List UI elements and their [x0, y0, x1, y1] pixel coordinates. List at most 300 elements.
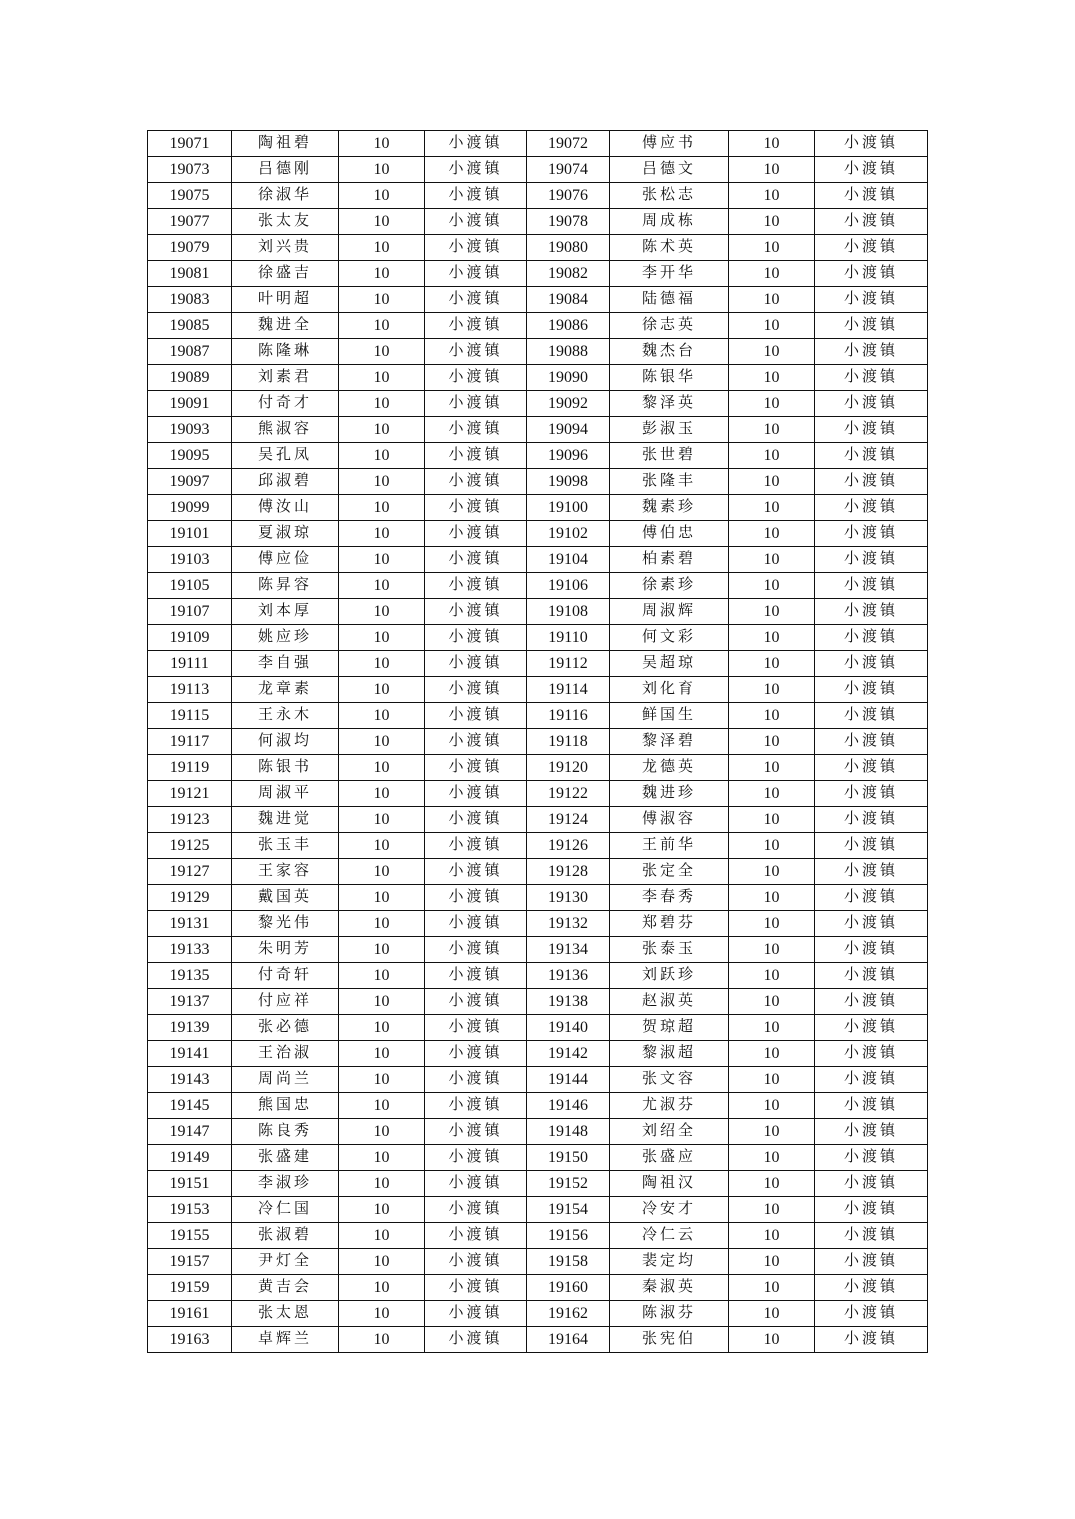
left-person-name-cell: 熊国忠 [232, 1093, 339, 1119]
right-record-id-cell: 19158 [527, 1249, 610, 1275]
table-row [148, 1119, 928, 1145]
left-person-name-cell: 陈隆琳 [232, 339, 339, 365]
right-record-id-cell: 19090 [527, 365, 610, 391]
left-town-cell: 小渡镇 [425, 1145, 527, 1171]
left-town-cell: 小渡镇 [425, 911, 527, 937]
right-person-name-cell: 傅应书 [610, 131, 729, 157]
right-record-id-cell: 19098 [527, 469, 610, 495]
right-town-cell: 小渡镇 [815, 1197, 928, 1223]
left-person-name-cell: 付奇轩 [232, 963, 339, 989]
left-record-id-cell: 19111 [148, 651, 232, 677]
right-town-cell: 小渡镇 [815, 1067, 928, 1093]
left-town-cell: 小渡镇 [425, 131, 527, 157]
left-town-cell: 小渡镇 [425, 1015, 527, 1041]
left-town-cell: 小渡镇 [425, 469, 527, 495]
left-record-id-cell: 19083 [148, 287, 232, 313]
right-town-cell: 小渡镇 [815, 157, 928, 183]
left-record-id-cell: 19157 [148, 1249, 232, 1275]
right-town-cell: 小渡镇 [815, 313, 928, 339]
left-amount-cell: 10 [339, 547, 425, 573]
table-row [148, 1015, 928, 1041]
right-person-name-cell: 黎泽英 [610, 391, 729, 417]
right-town-cell: 小渡镇 [815, 183, 928, 209]
right-town-cell: 小渡镇 [815, 625, 928, 651]
right-record-id-cell: 19080 [527, 235, 610, 261]
left-person-name-cell: 陈良秀 [232, 1119, 339, 1145]
table-row [148, 781, 928, 807]
left-town-cell: 小渡镇 [425, 287, 527, 313]
right-town-cell: 小渡镇 [815, 1093, 928, 1119]
right-amount-cell: 10 [729, 521, 815, 547]
left-record-id-cell: 19133 [148, 937, 232, 963]
table-row [148, 1275, 928, 1301]
left-record-id-cell: 19141 [148, 1041, 232, 1067]
table-row [148, 235, 928, 261]
right-amount-cell: 10 [729, 547, 815, 573]
table-row [148, 521, 928, 547]
left-town-cell: 小渡镇 [425, 1041, 527, 1067]
right-amount-cell: 10 [729, 1041, 815, 1067]
left-amount-cell: 10 [339, 1223, 425, 1249]
left-record-id-cell: 19143 [148, 1067, 232, 1093]
right-record-id-cell: 19102 [527, 521, 610, 547]
left-record-id-cell: 19115 [148, 703, 232, 729]
left-person-name-cell: 叶明超 [232, 287, 339, 313]
right-record-id-cell: 19134 [527, 937, 610, 963]
left-town-cell: 小渡镇 [425, 391, 527, 417]
left-person-name-cell: 张必德 [232, 1015, 339, 1041]
right-person-name-cell: 冷安才 [610, 1197, 729, 1223]
left-town-cell: 小渡镇 [425, 859, 527, 885]
right-person-name-cell: 魏素珍 [610, 495, 729, 521]
left-town-cell: 小渡镇 [425, 1093, 527, 1119]
right-town-cell: 小渡镇 [815, 443, 928, 469]
left-record-id-cell: 19147 [148, 1119, 232, 1145]
left-town-cell: 小渡镇 [425, 443, 527, 469]
left-amount-cell: 10 [339, 1145, 425, 1171]
left-amount-cell: 10 [339, 625, 425, 651]
table-row [148, 1301, 928, 1327]
right-person-name-cell: 陶祖汉 [610, 1171, 729, 1197]
right-record-id-cell: 19132 [527, 911, 610, 937]
left-amount-cell: 10 [339, 989, 425, 1015]
right-amount-cell: 10 [729, 261, 815, 287]
left-record-id-cell: 19103 [148, 547, 232, 573]
right-town-cell: 小渡镇 [815, 859, 928, 885]
right-person-name-cell: 魏进珍 [610, 781, 729, 807]
left-person-name-cell: 张玉丰 [232, 833, 339, 859]
left-record-id-cell: 19113 [148, 677, 232, 703]
left-person-name-cell: 周尚兰 [232, 1067, 339, 1093]
right-town-cell: 小渡镇 [815, 417, 928, 443]
left-record-id-cell: 19119 [148, 755, 232, 781]
right-amount-cell: 10 [729, 1275, 815, 1301]
left-amount-cell: 10 [339, 1327, 425, 1353]
right-person-name-cell: 张宪伯 [610, 1327, 729, 1353]
left-record-id-cell: 19109 [148, 625, 232, 651]
right-person-name-cell: 郑碧芬 [610, 911, 729, 937]
left-person-name-cell: 刘素君 [232, 365, 339, 391]
table-row [148, 1093, 928, 1119]
left-amount-cell: 10 [339, 859, 425, 885]
right-amount-cell: 10 [729, 651, 815, 677]
table-row [148, 885, 928, 911]
right-person-name-cell: 周成栋 [610, 209, 729, 235]
table-row [148, 1223, 928, 1249]
right-person-name-cell: 刘绍全 [610, 1119, 729, 1145]
left-record-id-cell: 19087 [148, 339, 232, 365]
left-record-id-cell: 19161 [148, 1301, 232, 1327]
right-town-cell: 小渡镇 [815, 261, 928, 287]
right-town-cell: 小渡镇 [815, 1145, 928, 1171]
left-person-name-cell: 夏淑琼 [232, 521, 339, 547]
right-amount-cell: 10 [729, 833, 815, 859]
left-person-name-cell: 付应祥 [232, 989, 339, 1015]
left-record-id-cell: 19129 [148, 885, 232, 911]
right-record-id-cell: 19092 [527, 391, 610, 417]
left-amount-cell: 10 [339, 651, 425, 677]
table-row [148, 677, 928, 703]
table-row [148, 1197, 928, 1223]
right-person-name-cell: 刘跃珍 [610, 963, 729, 989]
left-amount-cell: 10 [339, 495, 425, 521]
right-amount-cell: 10 [729, 625, 815, 651]
left-town-cell: 小渡镇 [425, 807, 527, 833]
left-town-cell: 小渡镇 [425, 677, 527, 703]
left-amount-cell: 10 [339, 235, 425, 261]
table-row [148, 807, 928, 833]
right-person-name-cell: 秦淑英 [610, 1275, 729, 1301]
table-row [148, 911, 928, 937]
left-record-id-cell: 19127 [148, 859, 232, 885]
right-person-name-cell: 赵淑英 [610, 989, 729, 1015]
left-person-name-cell: 张太友 [232, 209, 339, 235]
right-person-name-cell: 裴定均 [610, 1249, 729, 1275]
right-person-name-cell: 彭淑玉 [610, 417, 729, 443]
table-row [148, 1145, 928, 1171]
right-amount-cell: 10 [729, 677, 815, 703]
right-town-cell: 小渡镇 [815, 1275, 928, 1301]
right-record-id-cell: 19136 [527, 963, 610, 989]
right-record-id-cell: 19086 [527, 313, 610, 339]
right-town-cell: 小渡镇 [815, 1223, 928, 1249]
right-record-id-cell: 19152 [527, 1171, 610, 1197]
left-person-name-cell: 付奇才 [232, 391, 339, 417]
right-record-id-cell: 19164 [527, 1327, 610, 1353]
left-amount-cell: 10 [339, 157, 425, 183]
right-record-id-cell: 19148 [527, 1119, 610, 1145]
right-person-name-cell: 张文容 [610, 1067, 729, 1093]
right-record-id-cell: 19096 [527, 443, 610, 469]
right-record-id-cell: 19144 [527, 1067, 610, 1093]
right-person-name-cell: 冷仁云 [610, 1223, 729, 1249]
left-town-cell: 小渡镇 [425, 209, 527, 235]
right-amount-cell: 10 [729, 391, 815, 417]
left-record-id-cell: 19145 [148, 1093, 232, 1119]
right-person-name-cell: 傅伯忠 [610, 521, 729, 547]
right-amount-cell: 10 [729, 339, 815, 365]
left-town-cell: 小渡镇 [425, 989, 527, 1015]
left-amount-cell: 10 [339, 391, 425, 417]
left-amount-cell: 10 [339, 1015, 425, 1041]
left-town-cell: 小渡镇 [425, 703, 527, 729]
table-row [148, 963, 928, 989]
table-row [148, 989, 928, 1015]
right-town-cell: 小渡镇 [815, 1249, 928, 1275]
right-town-cell: 小渡镇 [815, 729, 928, 755]
left-person-name-cell: 王治淑 [232, 1041, 339, 1067]
left-record-id-cell: 19101 [148, 521, 232, 547]
right-person-name-cell: 张松志 [610, 183, 729, 209]
left-record-id-cell: 19121 [148, 781, 232, 807]
right-amount-cell: 10 [729, 183, 815, 209]
left-amount-cell: 10 [339, 911, 425, 937]
left-amount-cell: 10 [339, 417, 425, 443]
table-row [148, 209, 928, 235]
left-town-cell: 小渡镇 [425, 521, 527, 547]
left-person-name-cell: 张盛建 [232, 1145, 339, 1171]
right-town-cell: 小渡镇 [815, 781, 928, 807]
right-town-cell: 小渡镇 [815, 131, 928, 157]
table-row [148, 495, 928, 521]
right-record-id-cell: 19160 [527, 1275, 610, 1301]
right-person-name-cell: 周淑辉 [610, 599, 729, 625]
left-town-cell: 小渡镇 [425, 1197, 527, 1223]
left-record-id-cell: 19097 [148, 469, 232, 495]
right-person-name-cell: 黎淑超 [610, 1041, 729, 1067]
table-row [148, 1041, 928, 1067]
left-record-id-cell: 19135 [148, 963, 232, 989]
left-amount-cell: 10 [339, 1067, 425, 1093]
left-amount-cell: 10 [339, 1301, 425, 1327]
left-amount-cell: 10 [339, 677, 425, 703]
left-town-cell: 小渡镇 [425, 651, 527, 677]
left-amount-cell: 10 [339, 937, 425, 963]
right-record-id-cell: 19146 [527, 1093, 610, 1119]
table-row [148, 1327, 928, 1353]
left-town-cell: 小渡镇 [425, 573, 527, 599]
left-amount-cell: 10 [339, 287, 425, 313]
right-town-cell: 小渡镇 [815, 651, 928, 677]
right-record-id-cell: 19154 [527, 1197, 610, 1223]
right-person-name-cell: 李春秀 [610, 885, 729, 911]
right-town-cell: 小渡镇 [815, 235, 928, 261]
left-record-id-cell: 19107 [148, 599, 232, 625]
left-person-name-cell: 周淑平 [232, 781, 339, 807]
right-record-id-cell: 19124 [527, 807, 610, 833]
left-town-cell: 小渡镇 [425, 1327, 527, 1353]
right-amount-cell: 10 [729, 781, 815, 807]
table-row [148, 157, 928, 183]
right-amount-cell: 10 [729, 157, 815, 183]
right-amount-cell: 10 [729, 1015, 815, 1041]
left-town-cell: 小渡镇 [425, 729, 527, 755]
right-town-cell: 小渡镇 [815, 599, 928, 625]
right-amount-cell: 10 [729, 417, 815, 443]
right-person-name-cell: 刘化育 [610, 677, 729, 703]
left-amount-cell: 10 [339, 443, 425, 469]
left-amount-cell: 10 [339, 1041, 425, 1067]
left-person-name-cell: 陈银书 [232, 755, 339, 781]
left-amount-cell: 10 [339, 833, 425, 859]
right-person-name-cell: 张盛应 [610, 1145, 729, 1171]
right-person-name-cell: 陈银华 [610, 365, 729, 391]
table-row [148, 443, 928, 469]
left-town-cell: 小渡镇 [425, 313, 527, 339]
right-amount-cell: 10 [729, 1067, 815, 1093]
left-town-cell: 小渡镇 [425, 1223, 527, 1249]
right-amount-cell: 10 [729, 1249, 815, 1275]
right-person-name-cell: 何文彩 [610, 625, 729, 651]
right-person-name-cell: 柏素碧 [610, 547, 729, 573]
right-person-name-cell: 龙德英 [610, 755, 729, 781]
right-amount-cell: 10 [729, 495, 815, 521]
table-row [148, 937, 928, 963]
left-amount-cell: 10 [339, 1275, 425, 1301]
right-town-cell: 小渡镇 [815, 287, 928, 313]
left-amount-cell: 10 [339, 1197, 425, 1223]
right-record-id-cell: 19074 [527, 157, 610, 183]
left-person-name-cell: 戴国英 [232, 885, 339, 911]
left-town-cell: 小渡镇 [425, 183, 527, 209]
left-amount-cell: 10 [339, 261, 425, 287]
right-town-cell: 小渡镇 [815, 755, 928, 781]
left-town-cell: 小渡镇 [425, 261, 527, 287]
right-record-id-cell: 19106 [527, 573, 610, 599]
left-town-cell: 小渡镇 [425, 365, 527, 391]
left-amount-cell: 10 [339, 599, 425, 625]
right-town-cell: 小渡镇 [815, 911, 928, 937]
left-person-name-cell: 冷仁国 [232, 1197, 339, 1223]
right-amount-cell: 10 [729, 1171, 815, 1197]
right-amount-cell: 10 [729, 599, 815, 625]
table-row [148, 729, 928, 755]
left-amount-cell: 10 [339, 469, 425, 495]
left-record-id-cell: 19117 [148, 729, 232, 755]
table-row [148, 1171, 928, 1197]
table-row [148, 183, 928, 209]
left-town-cell: 小渡镇 [425, 833, 527, 859]
table-row [148, 703, 928, 729]
right-amount-cell: 10 [729, 989, 815, 1015]
left-person-name-cell: 陈昇容 [232, 573, 339, 599]
left-town-cell: 小渡镇 [425, 1275, 527, 1301]
left-amount-cell: 10 [339, 781, 425, 807]
left-town-cell: 小渡镇 [425, 339, 527, 365]
right-record-id-cell: 19084 [527, 287, 610, 313]
right-record-id-cell: 19122 [527, 781, 610, 807]
left-amount-cell: 10 [339, 963, 425, 989]
right-amount-cell: 10 [729, 755, 815, 781]
right-amount-cell: 10 [729, 859, 815, 885]
right-amount-cell: 10 [729, 963, 815, 989]
right-record-id-cell: 19162 [527, 1301, 610, 1327]
right-record-id-cell: 19116 [527, 703, 610, 729]
right-amount-cell: 10 [729, 807, 815, 833]
right-town-cell: 小渡镇 [815, 1119, 928, 1145]
left-amount-cell: 10 [339, 339, 425, 365]
right-town-cell: 小渡镇 [815, 209, 928, 235]
right-person-name-cell: 鲜国生 [610, 703, 729, 729]
left-record-id-cell: 19091 [148, 391, 232, 417]
left-person-name-cell: 尹灯全 [232, 1249, 339, 1275]
left-record-id-cell: 19155 [148, 1223, 232, 1249]
table-row [148, 365, 928, 391]
left-record-id-cell: 19079 [148, 235, 232, 261]
table-row [148, 625, 928, 651]
table-row [148, 755, 928, 781]
left-person-name-cell: 吴孔凤 [232, 443, 339, 469]
table-row [148, 261, 928, 287]
right-record-id-cell: 19120 [527, 755, 610, 781]
table-row [148, 313, 928, 339]
right-amount-cell: 10 [729, 209, 815, 235]
right-person-name-cell: 魏杰台 [610, 339, 729, 365]
right-record-id-cell: 19104 [527, 547, 610, 573]
right-amount-cell: 10 [729, 1223, 815, 1249]
left-person-name-cell: 傅应俭 [232, 547, 339, 573]
right-town-cell: 小渡镇 [815, 469, 928, 495]
right-amount-cell: 10 [729, 573, 815, 599]
right-amount-cell: 10 [729, 729, 815, 755]
left-town-cell: 小渡镇 [425, 885, 527, 911]
right-amount-cell: 10 [729, 911, 815, 937]
right-person-name-cell: 王前华 [610, 833, 729, 859]
right-amount-cell: 10 [729, 131, 815, 157]
recipient-table [147, 130, 928, 1353]
right-amount-cell: 10 [729, 885, 815, 911]
left-town-cell: 小渡镇 [425, 235, 527, 261]
left-record-id-cell: 19163 [148, 1327, 232, 1353]
right-town-cell: 小渡镇 [815, 339, 928, 365]
right-person-name-cell: 黎泽碧 [610, 729, 729, 755]
left-town-cell: 小渡镇 [425, 963, 527, 989]
left-person-name-cell: 王家容 [232, 859, 339, 885]
right-person-name-cell: 吴超琼 [610, 651, 729, 677]
table-row [148, 1067, 928, 1093]
left-town-cell: 小渡镇 [425, 495, 527, 521]
left-record-id-cell: 19095 [148, 443, 232, 469]
right-record-id-cell: 19112 [527, 651, 610, 677]
left-record-id-cell: 19085 [148, 313, 232, 339]
left-record-id-cell: 19131 [148, 911, 232, 937]
right-town-cell: 小渡镇 [815, 547, 928, 573]
table-row [148, 599, 928, 625]
left-record-id-cell: 19123 [148, 807, 232, 833]
left-amount-cell: 10 [339, 365, 425, 391]
right-person-name-cell: 徐素珍 [610, 573, 729, 599]
left-amount-cell: 10 [339, 1249, 425, 1275]
right-amount-cell: 10 [729, 287, 815, 313]
right-town-cell: 小渡镇 [815, 989, 928, 1015]
table-row [148, 287, 928, 313]
right-amount-cell: 10 [729, 937, 815, 963]
left-record-id-cell: 19071 [148, 131, 232, 157]
right-town-cell: 小渡镇 [815, 807, 928, 833]
left-record-id-cell: 19105 [148, 573, 232, 599]
right-amount-cell: 10 [729, 1197, 815, 1223]
table-row [148, 547, 928, 573]
left-town-cell: 小渡镇 [425, 1067, 527, 1093]
right-record-id-cell: 19150 [527, 1145, 610, 1171]
left-person-name-cell: 李淑珍 [232, 1171, 339, 1197]
right-amount-cell: 10 [729, 313, 815, 339]
left-record-id-cell: 19149 [148, 1145, 232, 1171]
table-body [148, 131, 928, 1353]
right-person-name-cell: 贺琼超 [610, 1015, 729, 1041]
right-record-id-cell: 19118 [527, 729, 610, 755]
left-record-id-cell: 19159 [148, 1275, 232, 1301]
